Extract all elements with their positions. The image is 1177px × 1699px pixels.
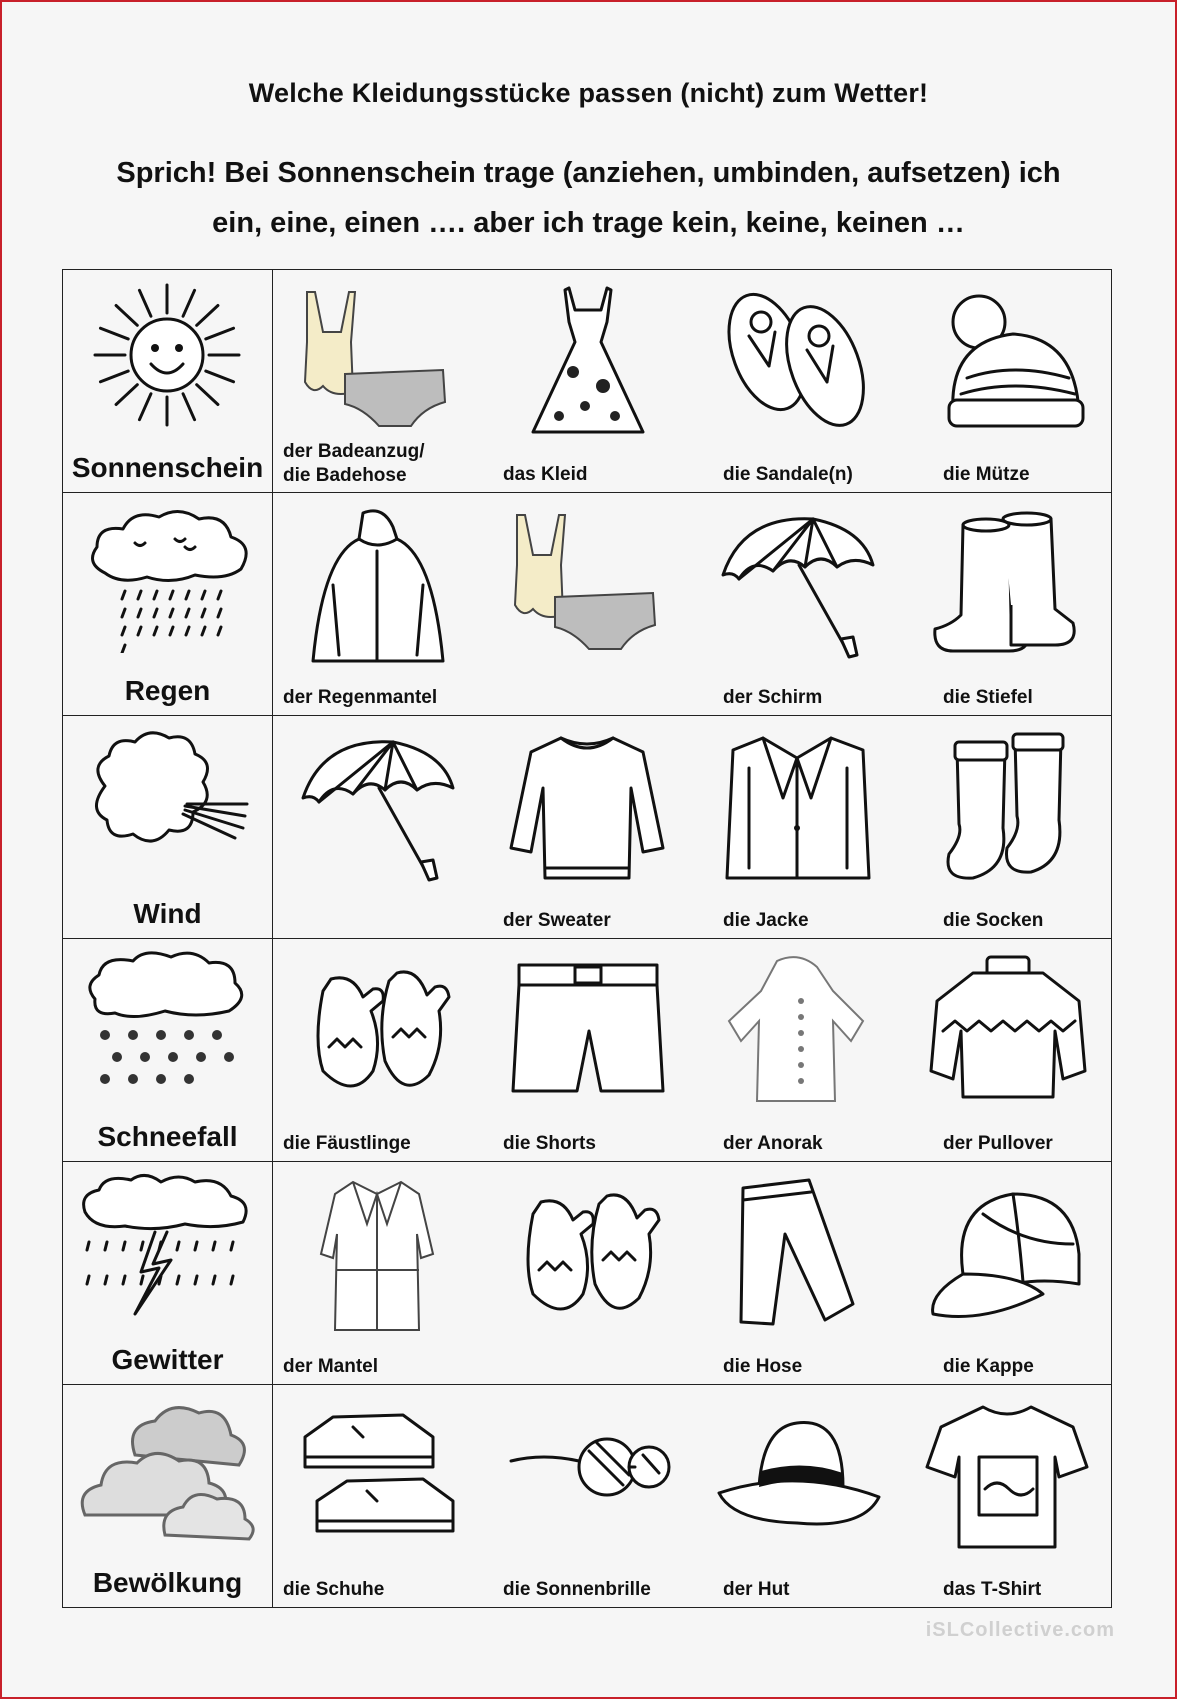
clothing-label [723, 1579, 790, 1601]
clothing-label [723, 687, 822, 709]
clothing-item [693, 270, 903, 492]
weather-4 [63, 1162, 272, 1384]
clothing-items [273, 1162, 1111, 1384]
clothing-label [283, 1133, 411, 1155]
weather-cell [63, 1162, 273, 1385]
clothing-items [273, 1385, 1111, 1607]
clouds-icon [75, 1395, 260, 1545]
clothing-label [503, 910, 611, 932]
clothing-item [483, 493, 693, 715]
clothing-label [723, 1133, 823, 1155]
clothing-label-line-1: die Sandale(n) [723, 464, 853, 485]
clothing-item [273, 716, 483, 938]
clothing-item [693, 939, 903, 1161]
weather-1 [63, 493, 272, 715]
clothing-item [273, 493, 483, 715]
clothing-label [943, 687, 1033, 709]
weather-cell [63, 493, 273, 716]
clothing-label [943, 910, 1043, 932]
weather-3 [63, 939, 272, 1161]
clothing-items [273, 939, 1111, 1161]
clothing-item [693, 493, 903, 715]
page-title: Welche Kleidungsstücke passen (nicht) zum Wetter! [248, 78, 929, 108]
clothing-label [283, 1579, 384, 1601]
clothing-item [903, 1162, 1113, 1384]
instructions [42, 148, 1135, 248]
clothing-label [283, 440, 424, 488]
thunderstorm-icon [75, 1172, 260, 1322]
clothing-label [943, 464, 1030, 486]
table-row [63, 1385, 1112, 1608]
clothing-label-line-1: die Sonnenbrille [503, 1579, 651, 1600]
sun-icon [75, 280, 260, 430]
clothing-item [273, 270, 483, 492]
clothing-label-line-1: die Socken [943, 910, 1044, 931]
clothing-label-line-1: das Kleid [503, 464, 588, 485]
clothing-item [903, 493, 1113, 715]
clothing-item [483, 939, 693, 1161]
clothing-label-line-1: die Shorts [503, 1133, 596, 1154]
clothing-item [483, 1385, 693, 1607]
clothing-item [483, 716, 693, 938]
weather-cell [63, 270, 273, 493]
weather-label: Wind [133, 898, 202, 929]
weather-clothing-table [62, 269, 1112, 1608]
weather-cell [63, 939, 273, 1162]
clothing-label-line-2: die Badehose [283, 465, 407, 486]
clothing-items [273, 493, 1111, 715]
clothing-item [903, 939, 1113, 1161]
weather-label: Sonnenschein [71, 452, 264, 483]
weather-2 [63, 716, 272, 938]
clothing-items [273, 270, 1111, 492]
clothing-label-line-1: die Fäustlinge [283, 1133, 411, 1154]
weather-cell [63, 1385, 273, 1608]
clothing-label [283, 1356, 378, 1378]
clothing-label-line-1: die Hose [723, 1356, 803, 1377]
clothing-label [723, 1356, 802, 1378]
clothing-item [903, 1385, 1113, 1607]
snow-cloud-icon [75, 949, 260, 1099]
clothing-item [273, 1385, 483, 1607]
clothing-label-line-1: das T-Shirt [943, 1579, 1042, 1600]
wind-icon [75, 726, 260, 876]
clothing-label [943, 1579, 1041, 1601]
weather-label: Bewölkung [92, 1567, 243, 1598]
clothing-item [903, 270, 1113, 492]
clothing-label-line-1: der Regenmantel [283, 687, 438, 708]
clothing-label-line-1: der Schirm [723, 687, 823, 708]
clothing-label-line-1: die Jacke [723, 910, 809, 931]
table-row [63, 493, 1112, 716]
weather-label: Gewitter [111, 1344, 224, 1375]
clothing-cell [273, 270, 1112, 493]
instructions-line-2: ein, eine, einen …. aber ich trage kein, keine, keinen … [212, 207, 965, 239]
weather-cell [63, 716, 273, 939]
clothing-label-line-1: der Mantel [283, 1356, 379, 1377]
clothing-label-line-1: der Hut [723, 1579, 790, 1600]
clothing-item [273, 939, 483, 1161]
clothing-label-line-1: der Badeanzug/ [283, 441, 425, 462]
table-row [63, 939, 1112, 1162]
weather-5 [63, 1385, 272, 1607]
clothing-cell [273, 716, 1112, 939]
clothing-label [503, 1133, 596, 1155]
clothing-cell [273, 493, 1112, 716]
weather-label: Regen [124, 675, 211, 706]
clothing-label-line-1: der Anorak [723, 1133, 823, 1154]
clothing-cell [273, 1162, 1112, 1385]
clothing-label-line-1: die Schuhe [283, 1579, 385, 1600]
table-row [63, 270, 1112, 493]
instructions-line-1: Sprich! Bei Sonnenschein trage (anziehen, umbinden, aufsetzen) ich [116, 157, 1061, 189]
table-row [63, 716, 1112, 939]
clothing-label-line-1: die Mütze [943, 464, 1030, 485]
clothing-item [903, 716, 1113, 938]
rain-cloud-icon [75, 503, 260, 653]
clothing-label-line-1: der Sweater [503, 910, 611, 931]
clothing-item [483, 1162, 693, 1384]
clothing-label [503, 1579, 651, 1601]
clothing-item [693, 1162, 903, 1384]
clothing-label [943, 1133, 1053, 1155]
clothing-items [273, 716, 1111, 938]
clothing-item [693, 1385, 903, 1607]
clothing-label [503, 464, 587, 486]
clothing-label-line-1: der Pullover [943, 1133, 1053, 1154]
clothing-item [693, 716, 903, 938]
clothing-label [723, 464, 853, 486]
clothing-item [273, 1162, 483, 1384]
clothing-item [483, 270, 693, 492]
watermark: iSLCollective.com [925, 1619, 1115, 1641]
clothing-label-line-1: die Stiefel [943, 687, 1033, 708]
clothing-cell [273, 939, 1112, 1162]
weather-0 [63, 270, 272, 492]
clothing-label-line-1: die Kappe [943, 1356, 1034, 1377]
clothing-label [283, 687, 437, 709]
table-row [63, 1162, 1112, 1385]
clothing-label [723, 910, 809, 932]
clothing-label [943, 1356, 1034, 1378]
weather-label: Schneefall [97, 1121, 238, 1152]
clothing-cell [273, 1385, 1112, 1608]
